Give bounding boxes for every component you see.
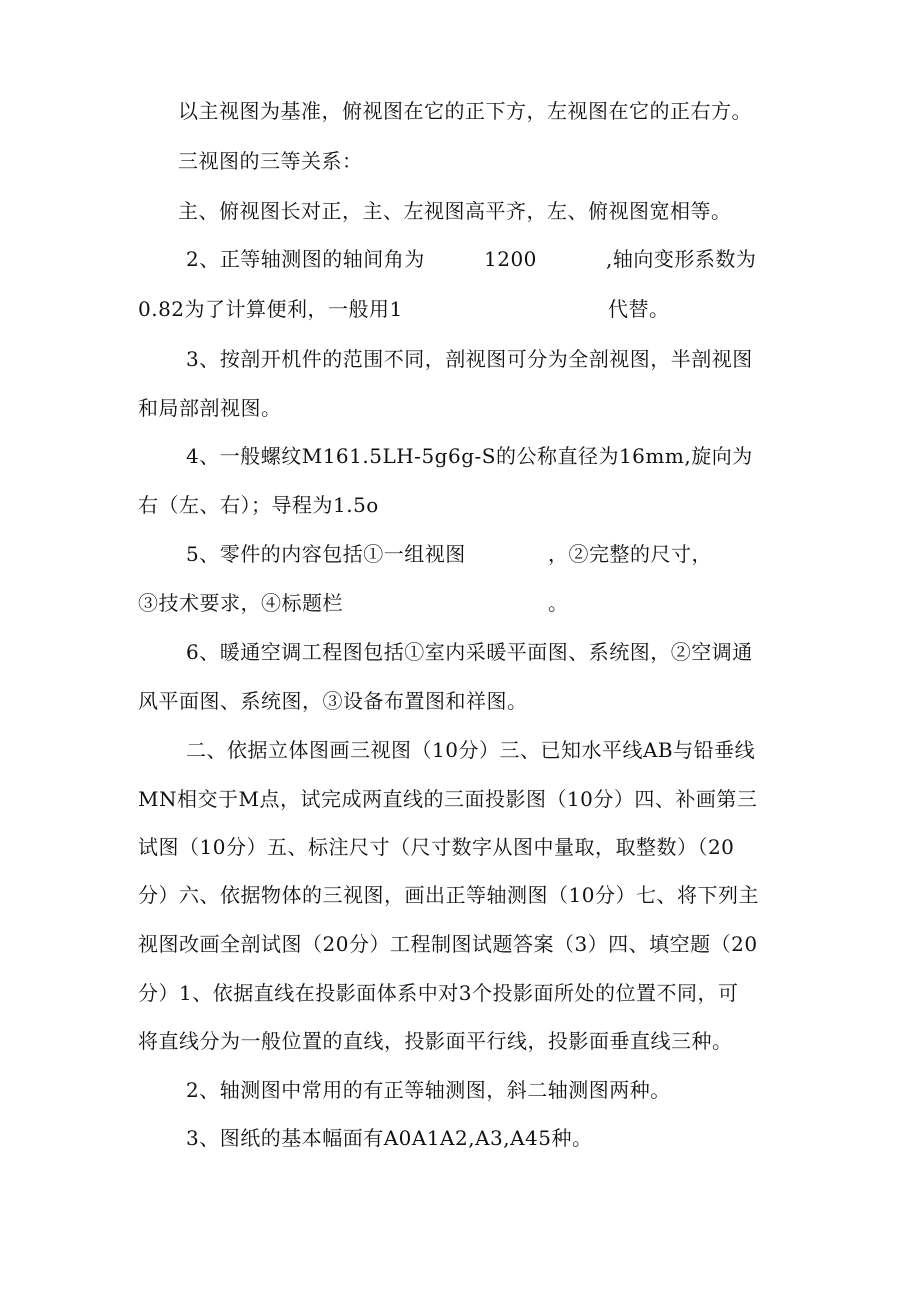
text-line-4-segment-1: 2、正等轴测图的轴间角为	[186, 247, 425, 271]
text-line-18: 视图改画全剖试图（20分）工程制图试题答案（3）四、填空题（20	[138, 932, 758, 956]
text-line-5-segment-1: 0.82为了计算便利，一般用1	[138, 297, 403, 321]
text-line-9: 右（左、右）；导程为1.5o	[138, 493, 379, 517]
text-line-3: 主、俯视图长对正，主、左视图高平齐，左、俯视图宽相等。	[178, 199, 732, 223]
text-line-10-segment-2: ，②完整的尺寸，	[548, 542, 712, 566]
text-line-4-segment-3: ,轴向变形系数为	[606, 247, 757, 271]
text-line-10-segment-1: 5、零件的内容包括①一组视图	[186, 542, 466, 566]
text-line-4	[186, 246, 786, 272]
text-line-1: 以主视图为基准，俯视图在它的正下方，左视图在它的正右方。	[178, 99, 752, 123]
text-line-13: 风平面图、系统图，③设备布置图和祥图。	[138, 689, 528, 713]
text-line-11-segment-2: 。	[548, 591, 569, 615]
text-line-12: 6、暖通空调工程图包括①室内采暖平面图、系统图，②空调通	[186, 640, 753, 664]
text-line-11-segment-1: ③技术要求，④标题栏	[138, 591, 343, 615]
text-line-6: 3、按剖开机件的范围不同，剖视图可分为全剖视图，半剖视图	[186, 347, 753, 371]
text-line-16: 试图（10分）五、标注尺寸（尺寸数字从图中量取，取整数）（20	[138, 835, 735, 859]
text-line-15: MN相交于M点，试完成两直线的三面投影图（10分）四、补画第三	[138, 787, 758, 811]
text-line-17: 分）六、依据物体的三视图，画出正等轴测图（10分）七、将下列主	[138, 883, 759, 907]
text-line-10	[186, 541, 746, 567]
text-line-21: 2、轴测图中常用的有正等轴测图，斜二轴测图两种。	[186, 1078, 671, 1102]
text-line-22: 3、图纸的基本幅面有A0A1A2,A3,A45种。	[186, 1126, 593, 1150]
text-line-8: 4、一般螺纹M161.5LH-5g6g-S的公称直径为16mm,旋向为	[186, 444, 753, 468]
text-line-20: 将直线分为一般位置的直线，投影面平行线，投影面垂直线三种。	[138, 1029, 733, 1053]
text-line-4-segment-2: 1200	[484, 247, 537, 271]
text-line-5-segment-2: 代替。	[608, 297, 670, 321]
text-line-14: 二、依据立体图画三视图（10分）三、已知水平线AB与铅垂线	[186, 738, 756, 762]
text-line-7: 和局部剖视图。	[138, 396, 282, 420]
text-line-11	[138, 590, 598, 616]
text-line-5	[138, 296, 778, 322]
text-line-2: 三视图的三等关系：	[178, 149, 363, 173]
text-line-19: 分）1、依据直线在投影面体系中对3个投影面所处的位置不同，可	[138, 981, 739, 1005]
